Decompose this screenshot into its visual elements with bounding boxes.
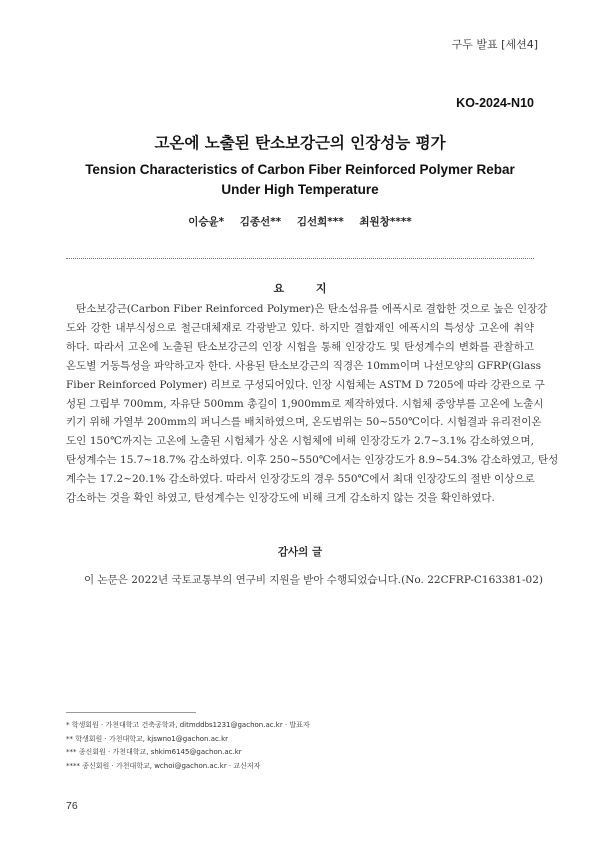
footnote: **** 종신회원 · 가천대학교, wchoi@gachon.ac.kr · 교신저자 [66,761,261,770]
footnote-rule [66,712,196,713]
author-name: 이승윤* [188,216,225,228]
paper-code: KO-2024-N10 [456,96,534,110]
footnote: ** 학생회원 · 가천대학교, kjswno1@gachon.ac.kr [66,734,229,743]
abstract-body [66,300,559,508]
paper-title-korean: 고온에 노출된 탄소보강근의 인장성능 평가 [154,134,446,152]
author-name: 김종선** [239,216,282,228]
paper-title-english: Tension Characteristics of Carbon Fiber Reinforced Polymer Rebar Under High Temperature [85,162,515,197]
abstract-line: Fiber Reinforced Polymer) 리브로 구성되어있다. 인장 시험체는 ASTM D 7205에 따라 강관으로 구 [66,378,545,391]
acknowledgement-heading: 감사의 글 [277,546,323,558]
footnote: *** 종신회원 · 가천대학교, shkim6145@gachon.ac.kr [66,748,242,756]
abstract-line: 계수는 17.2~20.1% 감소하였다. 따라서 인장강도의 경우 550℃에서 최대 인장강도의 절반 이상으로 [66,473,535,486]
abstract-line: 탄성계수는 15.7~18.7% 감소하였다. 이후 250~550℃에서는 인장강도가 8.9~54.3% 감소하였고, 탄성 [66,454,559,467]
page-number: 76 [66,800,78,812]
section-divider [66,258,534,259]
abstract-line: 도인 150℃까지는 고온에 노출된 시험체가 상온 시험체에 비해 인장강도가 2.7~3.1% 감소하였으며, [66,435,534,448]
author-list [0,214,600,229]
author-name: 김선희*** [296,216,344,228]
acknowledgement-text: 이 논문은 2022년 국토교통부의 연구비 지원을 받아 수행되었습니다.(No. 22CFRP-C163381-02) [84,574,543,586]
abstract-line: 도와 강한 내부식성으로 철근대체재로 각광받고 있다. 하지만 결합재인 에폭시의 특성상 고온에 취약 [66,321,534,334]
abstract-heading: 요 지 [273,282,341,295]
abstract-line: 성된 그립부 700mm, 자유단 500mm 총길이 1,900mm로 제작하였다. 시험체 중앙부를 고온에 노출시 [66,397,544,410]
session-tag: 구두 발표 [세션4] [451,38,538,51]
abstract-line: 하다. 따라서 고온에 노출된 탄소보강근의 인장 시험을 통해 인장강도 및 탄성계수의 변화를 관찰하고 [66,340,534,353]
footnote: * 학생회원 · 가천대학고 건축공학과, ditmddbs1231@gachon.ac.kr · 발표자 [66,721,310,729]
abstract-line: 온도별 거동특성을 파악하고자 한다. 사용된 탄소보강근의 직경은 10mm이며 나선모양의 GFRP(Glass [66,359,542,372]
author-name: 최원창**** [359,216,412,228]
abstract-line: 탄소보강근(Carbon Fiber Reinforced Polymer)은 탄소섬유를 에폭시로 결합한 것으로 높은 인장강 [76,303,548,315]
abstract-line: 감소하는 것을 확인 하였고, 탄성계수는 인장강도에 비해 크게 감소하지 않는 것을 확인하였다. [66,492,495,505]
footnotes [66,719,536,773]
abstract-line: 키기 위해 가열부 200mm의 퍼니스를 배치하였으며, 온도범위는 50~550℃이다. 시험결과 유리전이온 [66,416,542,429]
